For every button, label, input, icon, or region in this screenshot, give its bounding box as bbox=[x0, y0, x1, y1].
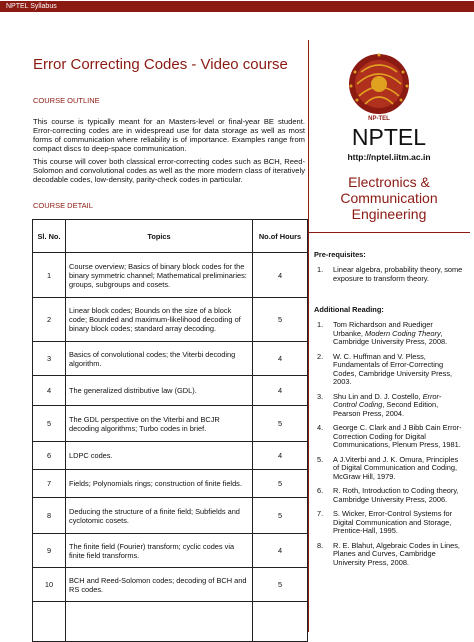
cell-slno: 10 bbox=[33, 568, 66, 602]
cell-topic: Basics of convolutional codes; the Viterbi decoding algorithm. bbox=[66, 342, 253, 376]
cell-hours: 4 bbox=[253, 253, 308, 298]
cell-hours: 5 bbox=[253, 298, 308, 342]
cell-hours: 4 bbox=[253, 442, 308, 470]
reading-pre-text: George C. Clark and J Bibb Cain Error-Correction Coding for Digital Communications, Plenum Press, 1981. bbox=[333, 423, 462, 449]
header-band bbox=[0, 1, 474, 12]
cell-slno: 6 bbox=[33, 442, 66, 470]
outline-paragraph-1: This course is typically meant for an Masters-level or final-year BE student. Error-correcting codes are in widespread use for data storage as well as most forms of communication where reliability is of importance. Examples range from compact discs to deep-space communication. bbox=[33, 117, 305, 153]
item-number: 2. bbox=[317, 351, 324, 361]
cell-topic: Deducing the structure of a finite field; Subfields and cyclotomic cosets. bbox=[66, 498, 253, 534]
cell-slno: 9 bbox=[33, 534, 66, 568]
table-row bbox=[33, 442, 308, 470]
cell-topic: Course overview; Basics of binary block codes for the binary symmetric channel; Mathematical preliminaries: groups, subgroups and cosets. bbox=[66, 253, 253, 298]
cell-topic bbox=[66, 602, 253, 642]
cell-topic: The finite field (Fourier) transform; cyclic codes via finite field transforms. bbox=[66, 534, 253, 568]
prereq-heading: Pre-requisites: bbox=[314, 250, 366, 259]
item-text: Linear algebra, probability theory, some exposure to transform theory. bbox=[333, 265, 463, 283]
cell-hours: 5 bbox=[253, 498, 308, 534]
nptel-url-link[interactable]: http://nptel.iitm.ac.in bbox=[347, 152, 431, 162]
cell-slno: 2 bbox=[33, 298, 66, 342]
item-number: 1. bbox=[317, 320, 324, 329]
cell-hours: 4 bbox=[253, 534, 308, 568]
cell-slno: 7 bbox=[33, 470, 66, 498]
item-number: 4. bbox=[317, 423, 324, 432]
reading-pre-text: R. Roth, Introduction to Coding theory, Cambridge University Press, 2006. bbox=[333, 486, 459, 504]
cell-slno: 8 bbox=[33, 498, 66, 534]
reading-item bbox=[317, 321, 463, 347]
sidebar-rule bbox=[309, 232, 470, 233]
table-row bbox=[33, 534, 308, 568]
item-number: 1. bbox=[317, 265, 324, 274]
reading-pre-text: Shu Lin and D. J. Costello, bbox=[333, 391, 423, 401]
reading-item bbox=[317, 353, 463, 387]
cell-slno: 5 bbox=[33, 406, 66, 442]
cell-hours: 4 bbox=[253, 376, 308, 406]
cell-topic: Fields; Polynomials rings; construction of finite fields. bbox=[66, 470, 253, 498]
reading-post-text: , Cambridge University Press, 2008. bbox=[333, 328, 448, 346]
cell-hours bbox=[253, 602, 308, 642]
reading-ital-text: Modern Coding Theory bbox=[365, 328, 441, 338]
cell-slno: 3 bbox=[33, 342, 66, 376]
header-bar bbox=[0, 0, 474, 13]
item-number: 8. bbox=[317, 540, 324, 550]
outline-paragraph-2: This course will cover both classical error-correcting codes such as BCH, Reed-Solomon and convolutional codes as well as the more modern class of iteratively decodable codes, low-density, parity-check codes in particular. bbox=[33, 157, 305, 184]
reading-list bbox=[317, 321, 463, 573]
reading-item bbox=[317, 487, 463, 504]
cell-hours: 4 bbox=[253, 342, 308, 376]
cell-slno bbox=[33, 602, 66, 642]
reading-heading: Additional Reading: bbox=[314, 305, 384, 314]
reading-item bbox=[317, 542, 463, 568]
table-header-row bbox=[33, 220, 308, 253]
reading-item bbox=[317, 510, 463, 536]
reading-ital-text: Error-Control Coding bbox=[333, 391, 442, 409]
course-detail-table bbox=[32, 219, 308, 642]
nptel-logo-icon bbox=[343, 50, 415, 122]
table-row bbox=[33, 342, 308, 376]
reading-item bbox=[317, 424, 463, 450]
cell-hours: 5 bbox=[253, 406, 308, 442]
reading-pre-text: R. E. Blahut, Algebraic Codes in Lines, Planes and Curves, Cambridge University Press, 2008. bbox=[333, 540, 460, 567]
detail-heading: COURSE DETAIL bbox=[33, 201, 93, 210]
cell-slno: 4 bbox=[33, 376, 66, 406]
table-row bbox=[33, 498, 308, 534]
cell-hours: 5 bbox=[253, 568, 308, 602]
outline-heading: COURSE OUTLINE bbox=[33, 96, 100, 105]
cell-topic: The GDL perspective on the Viterbi and BCJR decoding algorithms; Turbo codes in brief. bbox=[66, 406, 253, 442]
table-row bbox=[33, 470, 308, 498]
item-number: 3. bbox=[317, 391, 324, 401]
reading-pre-text: A J.Viterbi and J. K. Omura, Principles of Digital Communication and Coding, McGraw Hill, 1979. bbox=[333, 454, 459, 481]
cell-topic: Linear block codes; Bounds on the size of a block code; Bounded and maximum-likelihood decoding of binary block codes; standard array decoding. bbox=[66, 298, 253, 342]
cell-topic: LDPC codes. bbox=[66, 442, 253, 470]
table-row bbox=[33, 568, 308, 602]
svg-text:NP-TEL: NP-TEL bbox=[368, 116, 390, 122]
prereq-list bbox=[317, 266, 463, 289]
cell-slno: 1 bbox=[33, 253, 66, 298]
table-row bbox=[33, 253, 308, 298]
col-header-topics: Topics bbox=[66, 220, 253, 253]
table-row bbox=[33, 406, 308, 442]
col-header-hours: No.of Hours bbox=[253, 220, 308, 253]
item-number: 6. bbox=[317, 486, 324, 495]
cell-topic: BCH and Reed-Solomon codes; decoding of BCH and RS codes. bbox=[66, 568, 253, 602]
reading-pre-text: W. C. Huffman and V. Pless, Fundamentals of Error-Correcting Codes, Cambridge University Press, 2003. bbox=[333, 351, 453, 386]
header-label: NPTEL Syllabus bbox=[6, 3, 57, 10]
reading-item bbox=[317, 393, 463, 419]
reading-item bbox=[317, 456, 463, 482]
prereq-item bbox=[317, 266, 463, 283]
table-row bbox=[33, 376, 308, 406]
item-number: 5. bbox=[317, 454, 324, 464]
item-number: 7. bbox=[317, 509, 324, 518]
reading-post-text: , Second Edition, Pearson Press, 2004. bbox=[333, 400, 439, 418]
reading-pre-text: Tom Richardson and Ruediger Urbanke, bbox=[333, 320, 433, 338]
cell-hours: 5 bbox=[253, 470, 308, 498]
table-row bbox=[33, 298, 308, 342]
reading-pre-text: S. Wicker, Error-Control Systems for Digital Communication and Storage, Prentice-Hall, 1995. bbox=[333, 509, 453, 535]
col-header-slno: Sl. No. bbox=[33, 220, 66, 253]
course-title: Error Correcting Codes - Video course bbox=[33, 56, 288, 73]
department-name: Electronics & Communication Engineering bbox=[340, 174, 438, 222]
table-row bbox=[33, 602, 308, 642]
cell-topic: The generalized distributive law (GDL). bbox=[66, 376, 253, 406]
nptel-wordmark: NPTEL bbox=[351, 124, 427, 150]
